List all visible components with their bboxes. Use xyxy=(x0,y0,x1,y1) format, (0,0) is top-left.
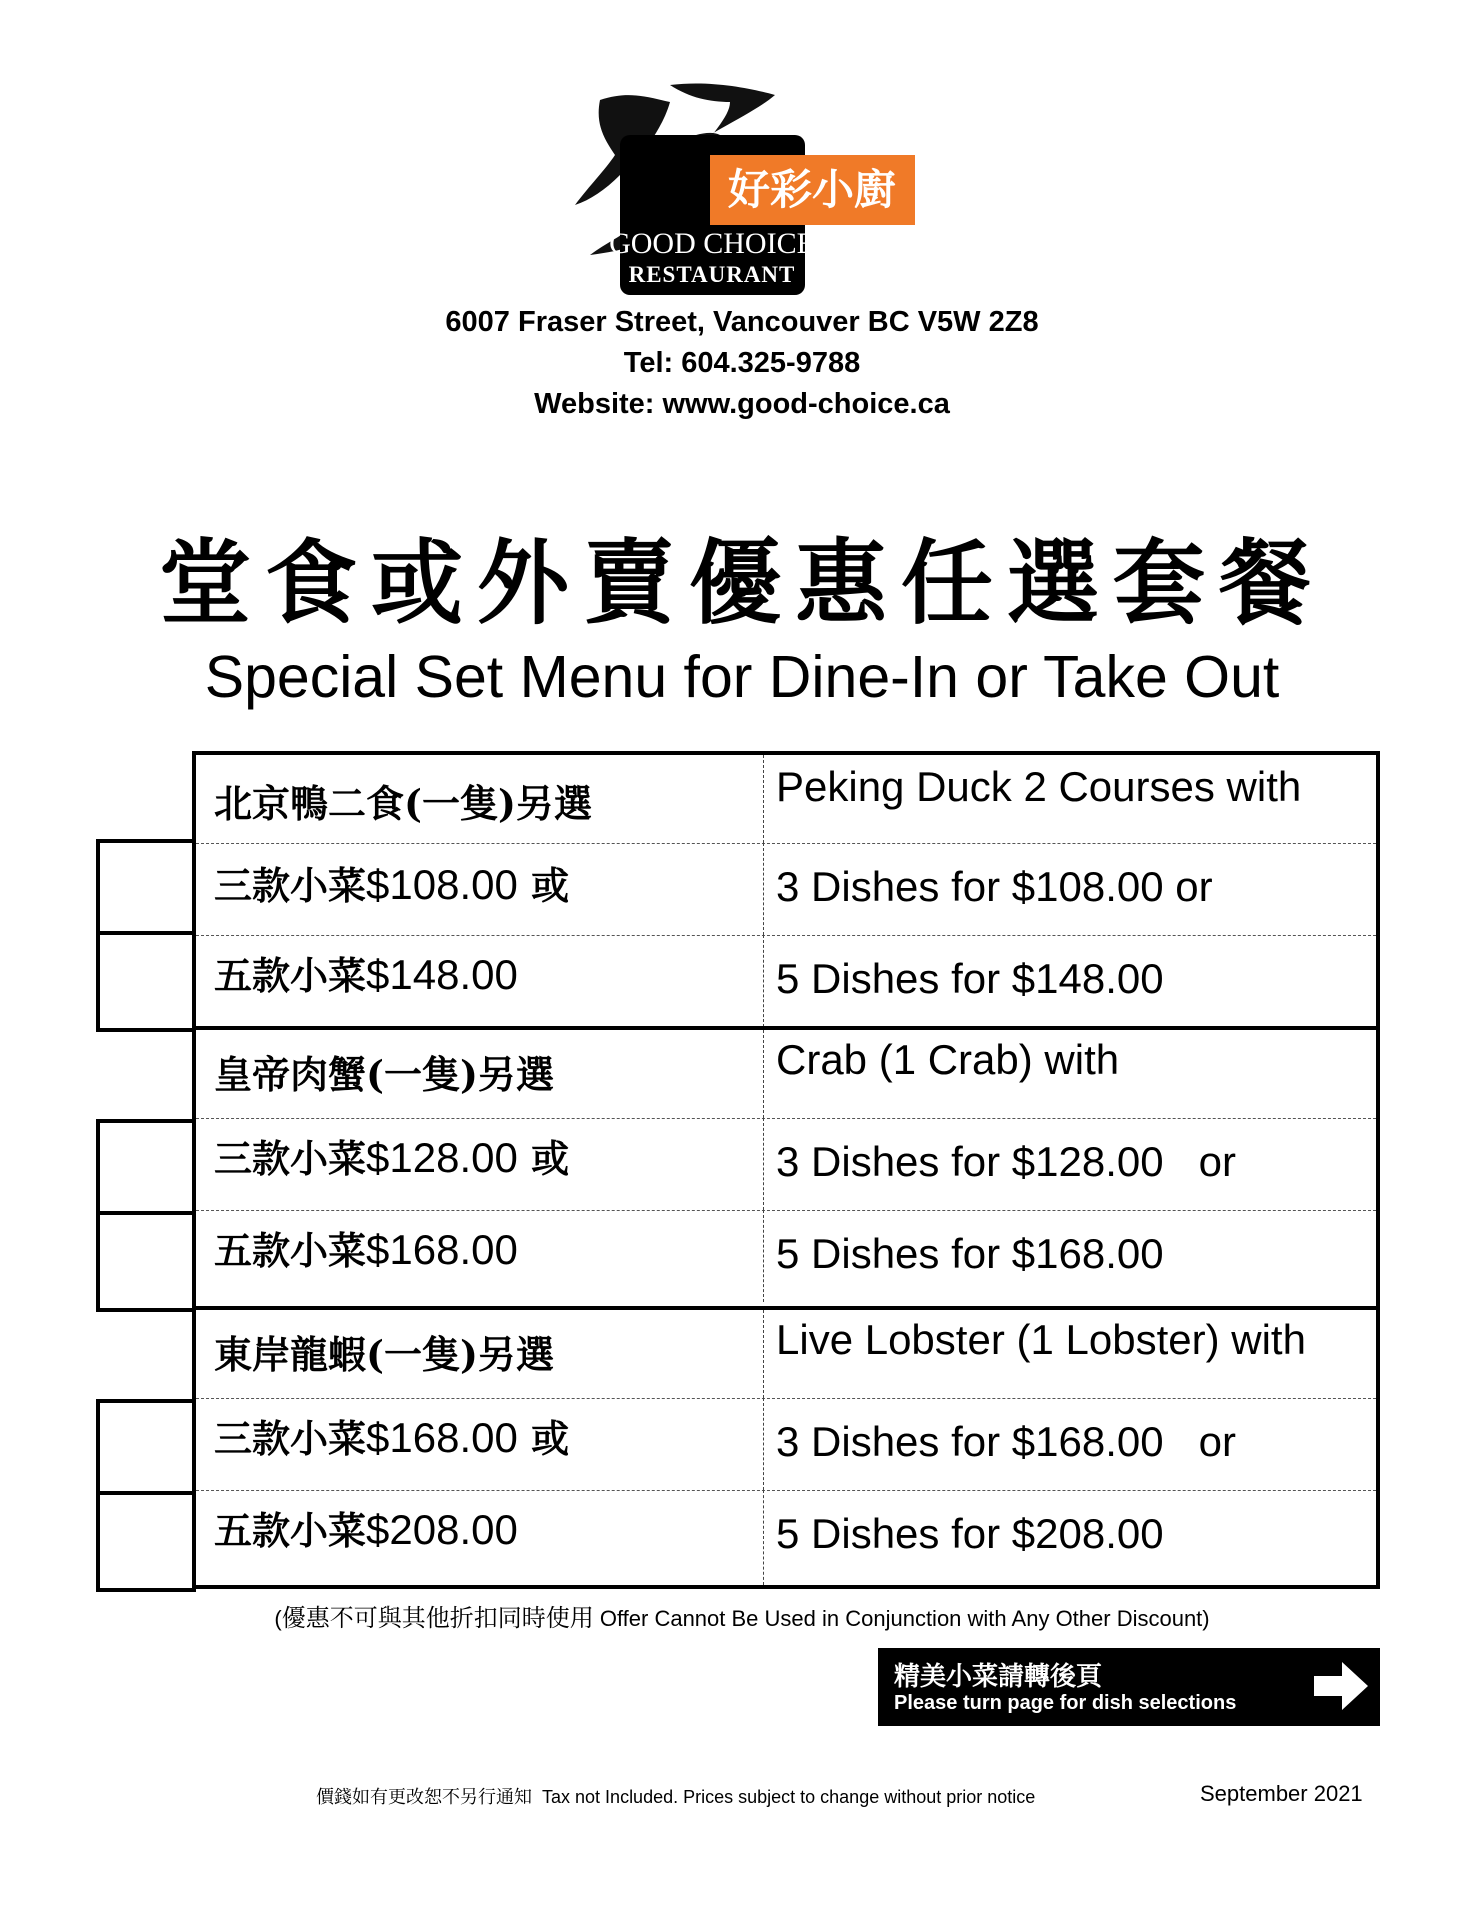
turn-page-banner[interactable] xyxy=(878,1648,1380,1726)
website: Website: www.good-choice.ca xyxy=(534,388,950,420)
restaurant-logo xyxy=(560,80,920,300)
checkbox-crab-3[interactable] xyxy=(96,1119,196,1215)
checkbox-duck-3[interactable] xyxy=(96,839,196,935)
page-title-zh: 堂食或外賣優惠任選套餐 xyxy=(158,529,1325,637)
checkbox-lobster-5[interactable] xyxy=(96,1491,196,1592)
option-suffix-zh: 或 xyxy=(531,1416,570,1461)
option-suffix-zh: 或 xyxy=(531,1136,570,1181)
set-menu-table xyxy=(192,751,1380,1589)
menu-option-row xyxy=(196,1490,1376,1585)
brand-en-sub-text: RESTAURANT xyxy=(628,262,796,287)
menu-header-en: Live Lobster (1 Lobster) with xyxy=(776,1316,1306,1363)
option-price: $128.00 xyxy=(366,1134,518,1181)
footer-en: Tax not Included. Prices subject to change without prior notice xyxy=(542,1787,1036,1807)
option-en: 5 Dishes for $168.00 xyxy=(776,1230,1164,1277)
menu-option-row xyxy=(196,1210,1376,1302)
page-title-en: Special Set Menu for Dine-In or Take Out xyxy=(204,644,1280,710)
checkbox-lobster-3[interactable] xyxy=(96,1399,196,1495)
notice-close-paren: ) xyxy=(1202,1606,1210,1631)
option-price: $168.00 xyxy=(366,1414,518,1461)
discount-notice xyxy=(0,1598,1484,1633)
option-price: $108.00 xyxy=(366,861,518,908)
turn-page-en: Please turn page for dish selections xyxy=(894,1692,1237,1714)
notice-en: Offer Cannot Be Used in Conjunction with Any Other Discount xyxy=(599,1606,1203,1631)
menu-header-zh: 皇帝肉蟹(一隻)另選 xyxy=(196,1030,764,1118)
checkbox-duck-5[interactable] xyxy=(96,931,196,1032)
menu-header-en: Crab (1 Crab) with xyxy=(776,1036,1120,1083)
notice-zh: 優惠不可與其他折扣同時使用 xyxy=(281,1604,594,1632)
option-en: 3 Dishes for $108.00 or xyxy=(776,863,1213,910)
menu-header-row xyxy=(196,1030,1376,1118)
option-label-zh: 三款小菜 xyxy=(214,1416,367,1461)
menu-header-en: Peking Duck 2 Courses with xyxy=(776,763,1302,810)
option-label-zh: 五款小菜 xyxy=(214,1228,367,1273)
footer-date: September 2021 xyxy=(1200,1781,1363,1806)
option-suffix-zh: 或 xyxy=(531,863,570,908)
checkbox-crab-5[interactable] xyxy=(96,1211,196,1312)
option-price: $208.00 xyxy=(366,1506,518,1553)
menu-header-zh: 東岸龍蝦(一隻)另選 xyxy=(196,1310,764,1398)
menu-option-row xyxy=(196,1398,1376,1490)
menu-header-zh: 北京鴨二食(一隻)另選 xyxy=(196,755,764,843)
brand-zh-text: 好彩小廚 xyxy=(727,165,897,214)
notice-open-paren: ( xyxy=(274,1606,282,1631)
option-en: 3 Dishes for $128.00 or xyxy=(776,1138,1236,1185)
footer-note xyxy=(316,1783,1035,1809)
telephone: Tel: 604.325-9788 xyxy=(623,347,861,379)
option-label-zh: 三款小菜 xyxy=(214,1136,367,1181)
menu-option-row xyxy=(196,843,1376,935)
option-label-zh: 五款小菜 xyxy=(214,953,367,998)
footer-zh: 價錢如有更改恕不另行通知 xyxy=(316,1787,532,1808)
option-label-zh: 三款小菜 xyxy=(214,863,367,908)
menu-option-row xyxy=(196,935,1376,1027)
option-price: $148.00 xyxy=(366,951,518,998)
option-en: 3 Dishes for $168.00 or xyxy=(776,1418,1236,1465)
option-en: 5 Dishes for $148.00 xyxy=(776,955,1164,1002)
menu-option-row xyxy=(196,1118,1376,1210)
turn-page-zh: 精美小菜請轉後頁 xyxy=(894,1662,1103,1692)
brand-en-text: GOOD CHOICE xyxy=(609,227,815,260)
menu-header-row xyxy=(196,755,1376,843)
option-label-zh: 五款小菜 xyxy=(214,1508,367,1553)
arrow-right-icon xyxy=(1312,1660,1370,1712)
good-choice-logo-icon xyxy=(560,80,920,300)
address: 6007 Fraser Street, Vancouver BC V5W 2Z8 xyxy=(445,306,1039,338)
option-price: $168.00 xyxy=(366,1226,518,1273)
option-en: 5 Dishes for $208.00 xyxy=(776,1510,1164,1557)
menu-header-row xyxy=(196,1310,1376,1398)
